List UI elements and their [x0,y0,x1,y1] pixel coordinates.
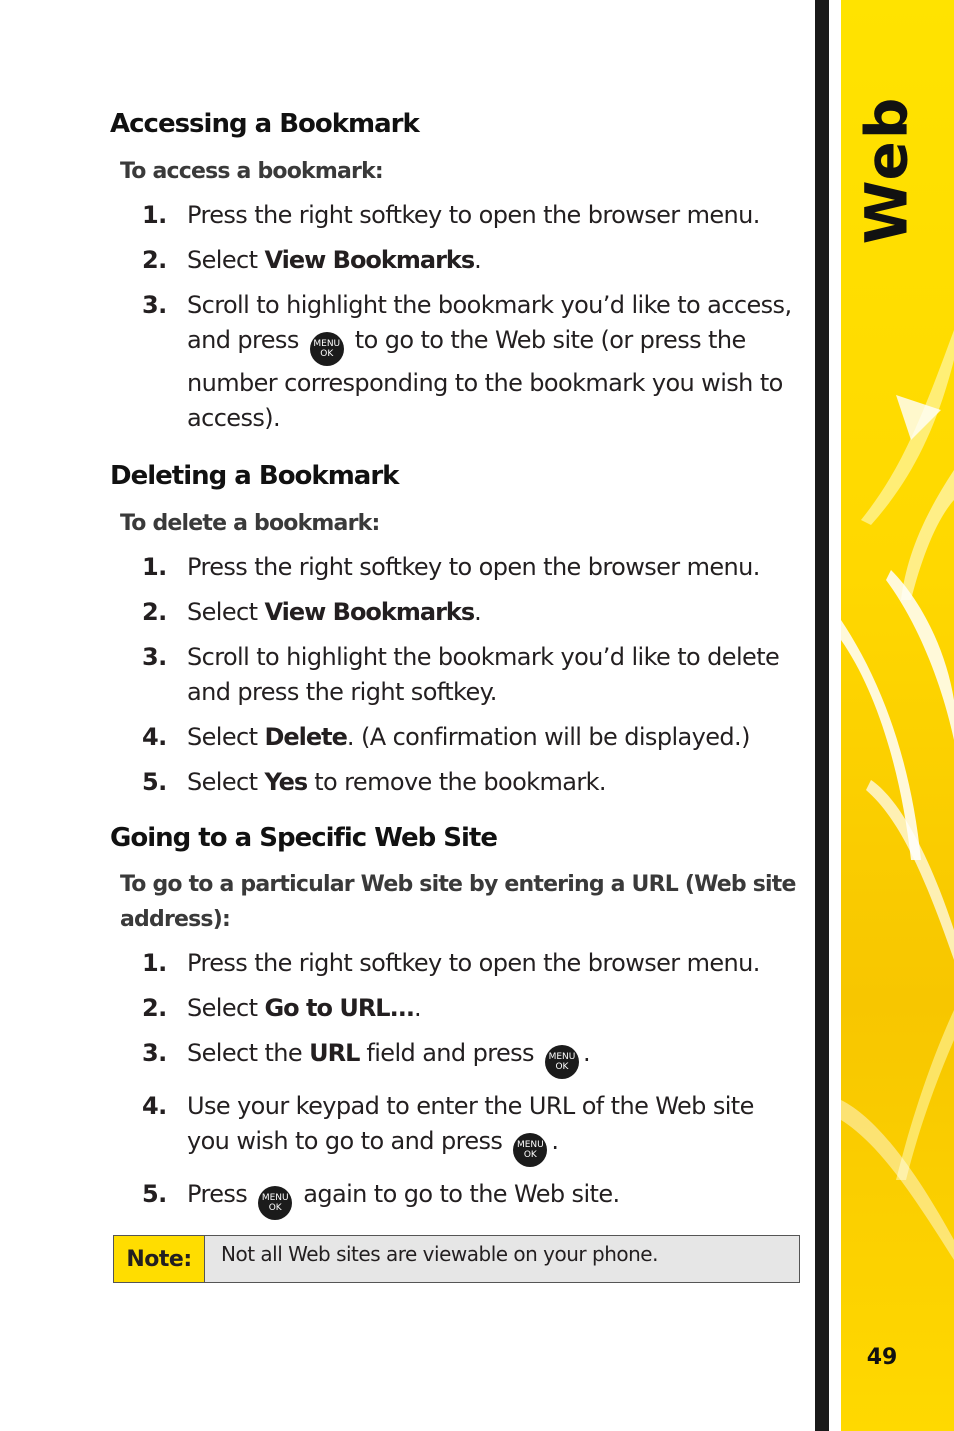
step-text: . [474,597,482,626]
steps-list [110,198,800,436]
step-item [110,595,800,630]
procedure-intro: To delete a bookmark: [120,510,380,536]
menu-ok-key-icon: MENU OK [258,1186,292,1220]
step-text: Select [187,722,265,751]
step-text: . [413,994,421,1023]
side-tab-gap [829,0,841,1431]
step-text: . [474,245,482,274]
field-name: URL [309,1039,360,1068]
step-text: Select [187,767,265,796]
step-text: Press the right softkey to open the browser menu. [187,200,760,229]
step-text: Scroll to highlight the bookmark you’d like to delete and press the right softkey. [187,642,780,706]
step-text: Select the [187,1039,310,1068]
step-item [110,765,800,800]
section-heading-deleting-bookmark: Deleting a Bookmark [110,460,399,491]
page-number: 49 [866,1345,898,1370]
menu-ok-key-icon: MENU OK [513,1133,547,1167]
step-text: Press the right softkey to open the browser menu. [187,552,760,581]
procedure-intro: To access a bookmark: [120,158,383,184]
step-item [110,198,800,233]
step-text: Press the right softkey to open the browser menu. [187,949,760,978]
step-number: 4. [142,722,167,751]
page-content [110,108,800,1230]
step-item [110,991,800,1026]
step-item [110,1036,800,1079]
menu-option-name: Go to URL... [264,994,414,1023]
step-number: 2. [142,994,167,1023]
section-heading-going-to-web-site: Going to a Specific Web Site [110,822,497,853]
step-text: to remove the bookmark. [307,767,606,796]
step-item [110,640,800,710]
step-number: 3. [142,642,167,671]
menu-option-name: View Bookmarks [264,597,475,626]
section-title-text: Web [852,95,921,245]
menu-option-name: Delete [264,722,347,751]
note-text: Not all Web sites are viewable on your phone. [205,1236,799,1282]
step-number: 1. [142,552,167,581]
step-number: 1. [142,200,167,229]
step-text: Select [187,994,265,1023]
step-item [110,550,800,585]
step-text: field and press [359,1039,541,1068]
menu-option-name: Yes [264,767,308,796]
step-number: 2. [142,245,167,274]
step-text: . [551,1127,559,1156]
section-heading-accessing-bookmark: Accessing a Bookmark [110,109,419,139]
step-item [110,946,800,981]
step-item [110,1089,800,1167]
step-text: Press [187,1180,255,1209]
steps-list [110,550,800,800]
section-title-vertical [850,95,922,245]
note-label: Note: [114,1236,205,1282]
step-text: to go to the Web site (or press the number corresponding to the bookmark you wish to access). [187,325,783,432]
step-text: again to go to the Web site. [296,1180,620,1209]
note-box [113,1235,800,1283]
step-text: Select [187,245,265,274]
step-item [110,720,800,755]
menu-ok-key-icon: MENU OK [310,332,344,366]
step-item [110,1177,800,1220]
step-number: 5. [142,1180,167,1209]
steps-list [110,946,800,1220]
step-number: 3. [142,1039,167,1068]
step-text: . (A confirmation will be displayed.) [346,722,750,751]
step-text: Select [187,597,265,626]
step-number: 4. [142,1092,167,1121]
menu-option-name: View Bookmarks [264,245,475,274]
side-tab-border [815,0,829,1431]
step-text: Scroll to highlight the bookmark you’d like to access, and press [187,290,792,354]
step-number: 2. [142,597,167,626]
step-number: 5. [142,767,167,796]
step-number: 1. [142,949,167,978]
menu-ok-key-icon: MENU OK [545,1045,579,1079]
step-text: . [582,1039,590,1068]
step-text: Use your keypad to enter the URL of the Web site you wish to go to and press [187,1092,754,1156]
procedure-intro: To go to a particular Web site by entering a URL (Web site address): [120,872,796,933]
step-item [110,288,800,436]
step-item [110,243,800,278]
step-number: 3. [142,290,167,319]
